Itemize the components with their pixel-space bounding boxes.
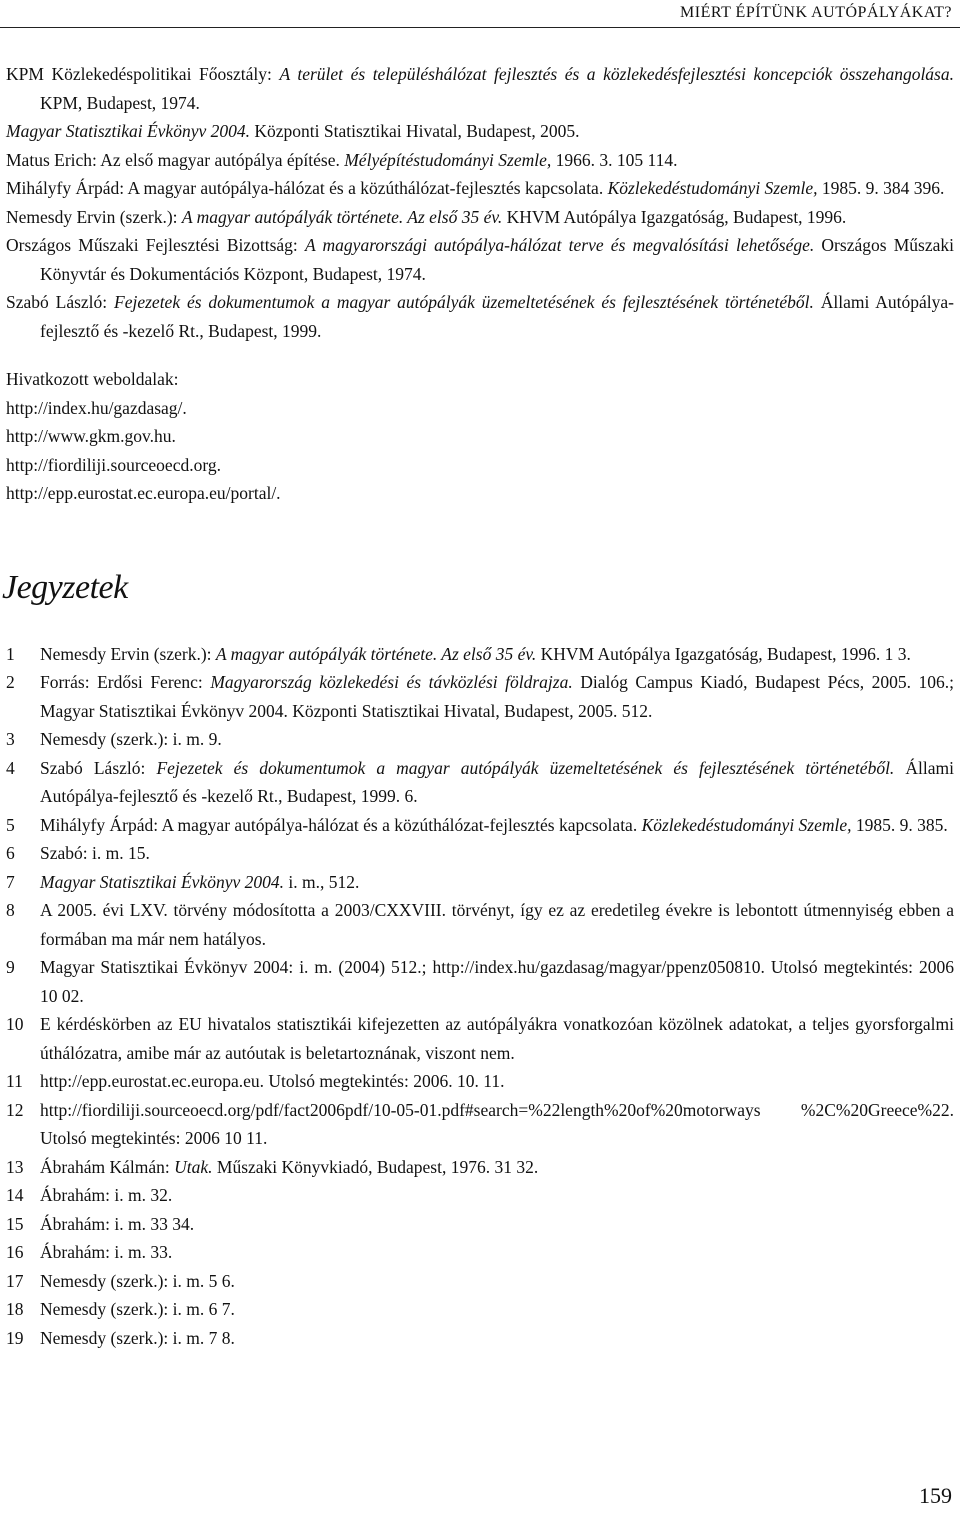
italic-text: Fejezetek és dokumentumok a magyar autópályák üzemeltetésének és fejlesztésének történetéből. <box>156 757 895 778</box>
running-head: MIÉRT ÉPÍTÜNK AUTÓPÁLYÁKAT? <box>680 4 952 21</box>
footnote-text <box>40 811 954 840</box>
italic-text: Közlekedéstudományi Szemle, <box>607 178 818 198</box>
footnote-number: 19 <box>6 1327 24 1348</box>
text-run: Nemesdy (szerk.): i. m. 6 7. <box>40 1299 235 1319</box>
footnote-text <box>40 1153 954 1182</box>
text-run: KHVM Autópálya Igazgatóság, Budapest, 1996. 1 3. <box>536 643 911 664</box>
text-run: KPM, Budapest, 1974. <box>40 92 200 113</box>
footnote-item <box>6 896 954 953</box>
footnote-item <box>6 953 954 1010</box>
header-rule <box>0 27 960 28</box>
text-run: http://epp.eurostat.ec.europa.eu. Utolsó megtekintés: 2006. 10. 11. <box>40 1071 505 1091</box>
footnote-item <box>6 1267 954 1296</box>
website-link[interactable]: http://index.hu/gazdasag/. <box>6 397 187 418</box>
footnote-text <box>40 1067 954 1096</box>
bibliography-list <box>6 60 954 345</box>
referenced-websites <box>6 365 954 508</box>
footnote-number: 1 <box>6 643 15 664</box>
footnote-number: 4 <box>6 757 15 778</box>
footnote-number: 3 <box>6 729 15 749</box>
italic-text: A magyar autópályák története. Az első 35 év. <box>215 643 537 664</box>
footnote-number: 10 <box>6 1014 24 1034</box>
footnote-text <box>40 1210 954 1239</box>
website-link[interactable]: http://www.gkm.gov.hu. <box>6 426 176 446</box>
footnote-item <box>6 811 954 840</box>
text-run: Nemesdy (szerk.): i. m. 9. <box>40 729 222 749</box>
text-run: 1966. 3. 105 114. <box>551 149 678 170</box>
text-run: Ábrahám: i. m. 33. <box>40 1242 173 1262</box>
text-run: Ábrahám: i. m. 32. <box>40 1185 173 1205</box>
text-run: Ábrahám Kálmán: <box>40 1156 175 1177</box>
footnote-text <box>40 1010 954 1067</box>
text-run: Országos Műszaki Könyvtár és Dokumentációs Központ, Budapest, 1974. <box>40 235 955 284</box>
footnote-number: 2 <box>6 672 15 692</box>
italic-text: A magyarországi autópálya-hálózat terve és megvalósítási lehetősége. <box>304 235 815 255</box>
bibliography-entry <box>6 288 954 345</box>
text-run: Nemesdy Ervin (szerk.): <box>6 206 182 227</box>
bibliography-entry <box>6 231 954 288</box>
text-run: KPM Közlekedéspolitikai Főosztály: <box>6 64 280 84</box>
footnote-number: 14 <box>6 1185 24 1205</box>
footnote-text <box>40 868 954 897</box>
italic-text: Utak. <box>174 1156 213 1177</box>
footnote-item <box>6 1153 954 1182</box>
footnote-number: 7 <box>6 871 15 892</box>
footnote-item <box>6 725 954 754</box>
footnote-text <box>40 668 954 725</box>
footnote-item <box>6 868 954 897</box>
footnote-item <box>6 1238 954 1267</box>
footnote-text <box>40 1324 954 1353</box>
italic-text: Közlekedéstudományi Szemle, <box>641 814 852 835</box>
text-run: Szabó: i. m. 15. <box>40 843 150 863</box>
text-run: Állami Autópálya-fejlesztő és -kezelő Rt., Budapest, 1999. 6. <box>40 757 955 806</box>
footnote-number: 8 <box>6 900 15 920</box>
text-run: A 2005. évi LXV. törvény módosította a 2003/CXXVIII. törvényt, így ez az eredetileg évekre is lebontott útmennyiség ebben a formában ma már nem hatályos. <box>40 900 954 949</box>
text-run: Nemesdy Ervin (szerk.): <box>40 643 216 664</box>
footnote-text <box>40 1096 954 1153</box>
text-run: Mihályfy Árpád: A magyar autópálya-hálózat és a közúthálózat-fejlesztés kapcsolata. <box>6 178 608 198</box>
italic-text: A magyar autópályák története. Az első 35 év. <box>181 206 503 227</box>
footnote-item <box>6 1010 954 1067</box>
italic-text: Magyar Statisztikai Évkönyv 2004. <box>40 871 284 892</box>
footnote-item <box>6 1210 954 1239</box>
italic-text: Magyarország közlekedési és távközlési földrajza. <box>210 672 573 692</box>
italic-text: Mélyépítéstudományi Szemle, <box>344 149 552 170</box>
footnote-number: 16 <box>6 1242 24 1262</box>
text-run: Szabó László: <box>40 757 157 778</box>
text-run: 1985. 9. 384 396. <box>817 178 945 198</box>
website-link[interactable]: http://fiordiliji.sourceoecd.org. <box>6 454 221 475</box>
page-content <box>2 60 955 1352</box>
footnote-text <box>40 1295 954 1324</box>
notes-list <box>6 640 954 1353</box>
footnote-number: 13 <box>6 1156 24 1177</box>
footnote-text <box>40 953 954 1010</box>
bibliography-entry <box>6 203 954 232</box>
text-run: Műszaki Könyvkiadó, Budapest, 1976. 31 32. <box>212 1156 539 1177</box>
footnote-number: 6 <box>6 843 15 863</box>
text-run: http://fiordiliji.sourceoecd.org/pdf/fact2006pdf/10-05-01.pdf#search=%22length%20of%20motorways %2C%20Greece%22. Utolsó megtekintés: 2006 10 11. <box>40 1099 954 1148</box>
text-run: Központi Statisztikai Hivatal, Budapest, 2005. <box>249 121 580 141</box>
footnote-text <box>40 1181 954 1210</box>
text-run: Nemesdy (szerk.): i. m. 5 6. <box>40 1270 235 1291</box>
text-run: Magyar Statisztikai Évkönyv 2004: i. m. (2004) 512.; http://index.hu/gazdasag/magyar/ppenz050810. Utolsó megtekintés: 2006 10 02. <box>40 957 954 1006</box>
footnote-item <box>6 640 954 669</box>
bibliography-entry <box>6 60 954 117</box>
italic-text: Magyar Statisztikai Évkönyv 2004. <box>6 121 250 141</box>
text-run: Ábrahám: i. m. 33 34. <box>40 1213 195 1234</box>
text-run: E kérdéskörben az EU hivatalos statisztikái kifejezetten az autópályákra vonatkozóan közölnek adatokat, a teljes gyorsforgalmi úthálózatra, amibe már az autóutak is beletartoznának, viszont nem. <box>40 1014 954 1063</box>
website-link[interactable]: http://epp.eurostat.ec.europa.eu/portal/. <box>6 483 281 503</box>
footnote-number: 5 <box>6 814 15 835</box>
footnote-text <box>40 896 954 953</box>
text-run: Nemesdy (szerk.): i. m. 7 8. <box>40 1327 235 1348</box>
text-run: Matus Erich: Az első magyar autópálya építése. <box>6 149 345 170</box>
text-run: 1985. 9. 385. <box>851 814 948 835</box>
page-number: 159 <box>919 1483 952 1508</box>
footnote-item <box>6 1096 954 1153</box>
footnote-text <box>40 725 954 754</box>
footnote-number: 18 <box>6 1299 24 1319</box>
footnote-item <box>6 1067 954 1096</box>
footnote-number: 15 <box>6 1213 24 1234</box>
footnote-item <box>6 754 954 811</box>
footnote-item <box>6 839 954 868</box>
footnote-text <box>40 1238 954 1267</box>
footnote-number: 11 <box>6 1071 23 1091</box>
footnote-item <box>6 668 954 725</box>
footnote-text <box>40 640 954 669</box>
footnote-item <box>6 1295 954 1324</box>
text-run: Mihályfy Árpád: A magyar autópálya-hálózat és a közúthálózat-fejlesztés kapcsolata. <box>40 814 642 835</box>
footnote-text <box>40 754 954 811</box>
text-run: Állami Autópálya-fejlesztő és -kezelő Rt., Budapest, 1999. <box>40 292 954 341</box>
footnote-text <box>40 1267 954 1296</box>
footnote-number: 9 <box>6 957 15 977</box>
notes-heading: Jegyzetek <box>2 568 128 606</box>
bibliography-entry <box>6 146 954 175</box>
footnote-item <box>6 1324 954 1353</box>
text-run: i. m., 512. <box>283 871 360 892</box>
text-run: Országos Műszaki Fejlesztési Bizottság: <box>6 235 305 255</box>
footnote-text <box>40 839 954 868</box>
text-run: Forrás: Erdősi Ferenc: <box>40 672 211 692</box>
text-run: Szabó László: <box>6 292 115 312</box>
italic-text: Fejezetek és dokumentumok a magyar autópályák üzemeltetésének és fejlesztésének történetéből. <box>114 292 814 312</box>
bibliography-entry <box>6 117 954 146</box>
footnote-number: 17 <box>6 1270 24 1291</box>
footnote-number: 12 <box>6 1099 24 1120</box>
text-run: Dialóg Campus Kiadó, Budapest Pécs, 2005. 106.; Magyar Statisztikai Évkönyv 2004. Központi Statisztikai Hivatal, Budapest, 2005. 512. <box>40 672 954 721</box>
footnote-item <box>6 1181 954 1210</box>
websites-heading: Hivatkozott weboldalak: <box>6 369 179 389</box>
italic-text: A terület és településhálózat fejlesztés és a közlekedésfejlesztési koncepciók összehangolása. <box>279 64 954 84</box>
text-run: KHVM Autópálya Igazgatóság, Budapest, 1996. <box>502 206 847 227</box>
bibliography-entry <box>6 174 954 203</box>
